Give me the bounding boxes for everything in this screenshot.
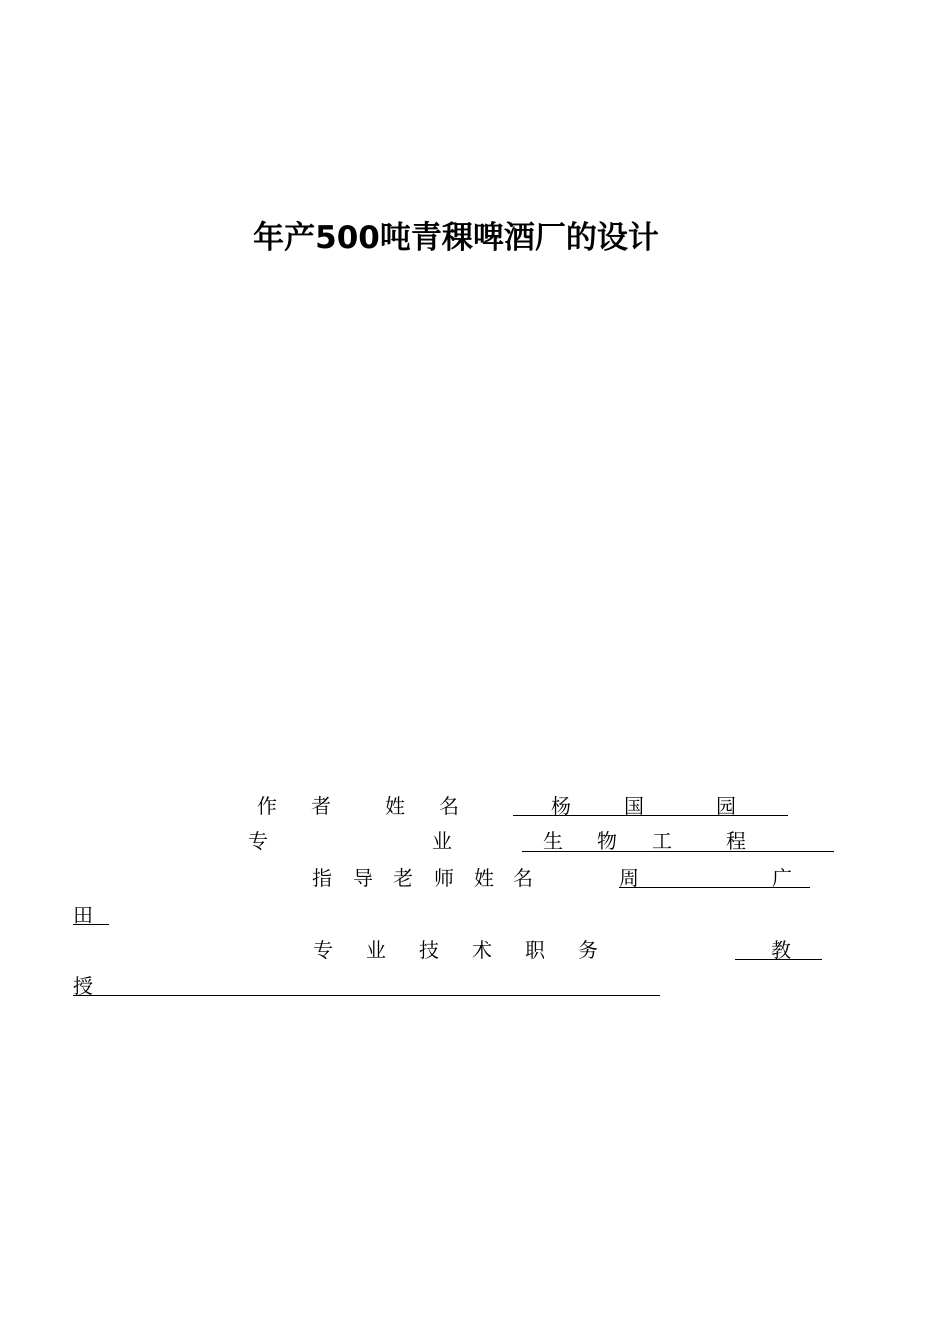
advisor-title-label-char: 技 — [419, 938, 439, 962]
author-label-char: 名 — [439, 794, 459, 818]
advisor-title-wrap-underline — [73, 995, 660, 996]
advisor-label-char: 老 — [393, 866, 413, 890]
major-value-char: 程 — [726, 829, 746, 853]
author-underline — [513, 815, 788, 816]
advisor-value-char: 广 — [772, 866, 792, 890]
advisor-title-label-char: 务 — [578, 938, 598, 962]
author-label-char: 作 — [257, 794, 277, 818]
major-value-char: 生 — [543, 829, 563, 853]
advisor-value-char: 周 — [619, 866, 639, 890]
advisor-value-wrap: 田 — [73, 903, 93, 927]
author-value-char: 杨 — [551, 794, 571, 818]
author-label-char: 姓 — [385, 794, 405, 818]
major-label-char: 业 — [432, 829, 452, 853]
advisor-title-label-char: 职 — [525, 938, 545, 962]
advisor-title-label-char: 术 — [472, 938, 492, 962]
major-underline — [522, 851, 834, 852]
advisor-underline — [619, 887, 810, 888]
advisor-label-char: 师 — [434, 866, 454, 890]
advisor-label-char: 导 — [353, 866, 373, 890]
document-title: 年产500吨青稞啤酒厂的设计 — [253, 220, 659, 256]
advisor-title-label-char: 业 — [366, 938, 386, 962]
author-value-char: 园 — [716, 794, 736, 818]
advisor-title-label-char: 专 — [313, 938, 333, 962]
advisor-label-char: 姓 — [474, 866, 494, 890]
advisor-title-underline — [735, 959, 822, 960]
advisor-wrap-underline — [73, 924, 109, 925]
author-value-char: 国 — [624, 794, 644, 818]
author-label-char: 者 — [311, 794, 331, 818]
advisor-title-value-char: 教 — [771, 938, 791, 962]
advisor-label-char: 指 — [312, 866, 332, 890]
advisor-label-char: 名 — [513, 866, 533, 890]
major-label-char: 专 — [248, 829, 268, 853]
advisor-title-value-wrap: 授 — [73, 974, 93, 998]
major-value-char: 物 — [597, 829, 617, 853]
major-value-char: 工 — [652, 829, 672, 853]
